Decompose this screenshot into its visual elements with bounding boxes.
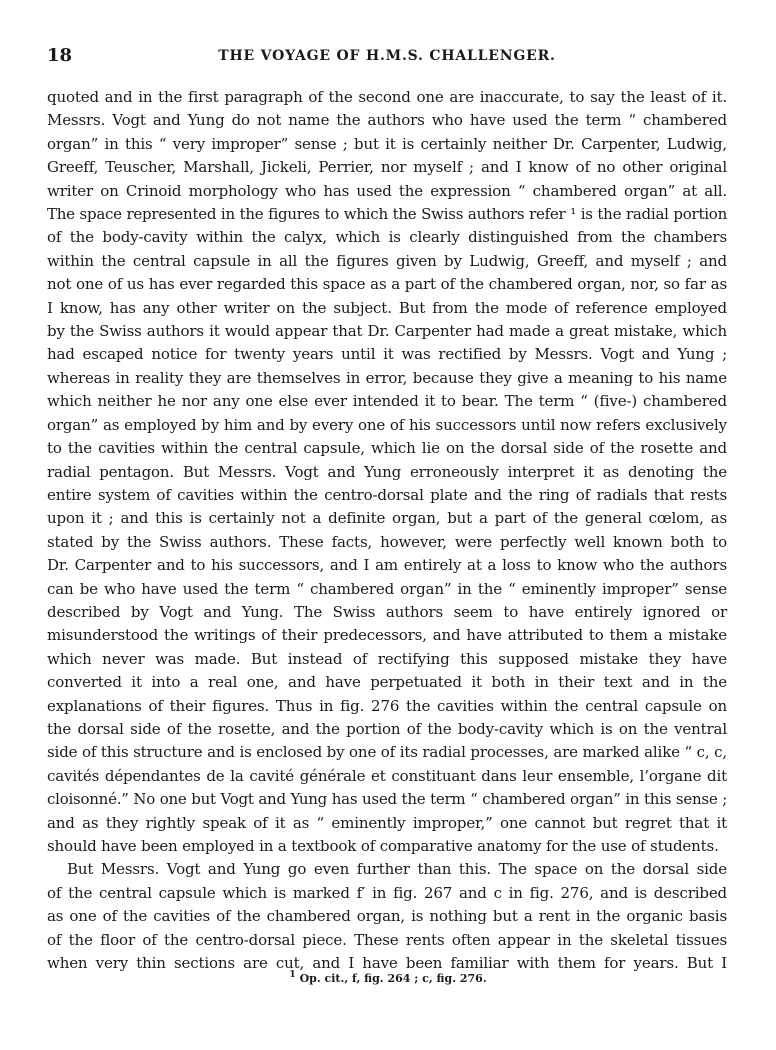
text-line: the dorsal side of the rosette, and the portion of the body-cavity which is on the ventral xyxy=(47,719,727,738)
text-line: of the floor of the centro-dorsal piece. These rents often appear in the skeletal tissues xyxy=(47,930,727,949)
text-line: which neither he nor any one else ever intended it to bear. The term “ (five-) chambered xyxy=(47,392,727,411)
text-line: not one of us has ever regarded this space as a part of the chambered organ, nor, so far as xyxy=(47,275,727,294)
text-line: But Messrs. Vogt and Yung go even further than this. The space on the dorsal side xyxy=(67,860,727,879)
text-line: radial pentagon. But Messrs. Vogt and Yung erroneously interpret it as denoting the xyxy=(47,462,727,481)
text-line: described by Vogt and Yung. The Swiss authors seem to have entirely ignored or xyxy=(47,602,727,621)
page-header xyxy=(47,45,727,69)
text-line: Greeff, Teuscher, Marshall, Jickeli, Perrier, nor myself ; and I know of no other original xyxy=(47,158,727,177)
text-line: Dr. Carpenter and to his successors, and I am entirely at a loss to know who the authors xyxy=(47,556,727,575)
text-line: as one of the cavities of the chambered organ, is nothing but a rent in the organic basis xyxy=(47,907,727,926)
text-line: by the Swiss authors it would appear that Dr. Carpenter had made a great mistake, which xyxy=(47,322,727,341)
text-line: should have been employed in a textbook of comparative anatomy for the use of students. xyxy=(47,837,719,855)
text-line: to the cavities within the central capsule, which lie on the dorsal side of the rosette and xyxy=(47,439,727,458)
text-line: upon it ; and this is certainly not a definite organ, but a part of the general cœlom, as xyxy=(47,509,727,528)
text-line: organ” as employed by him and by every one of his successors until now refers exclusively xyxy=(47,415,727,434)
text-line: of the central capsule which is marked f′ in fig. 267 and c in fig. 276, and is described xyxy=(47,883,727,902)
text-line: I know, has any other writer on the subject. But from the mode of reference employed xyxy=(47,298,727,317)
footnote-marker: 1 xyxy=(289,970,296,981)
footnote-text: Op. cit., f, fig. 264 ; c, fig. 276. xyxy=(299,972,487,985)
text-line: which never was made. But instead of rectifying this supposed mistake they have xyxy=(47,649,727,668)
text-line: explanations of their figures. Thus in fig. 276 the cavities within the central capsule on xyxy=(47,696,727,715)
footnote xyxy=(0,972,776,985)
text-line: stated by the Swiss authors. These facts, however, were perfectly well known both to xyxy=(47,532,727,551)
text-line: when very thin sections are cut, and I have been familiar with them for years. But I xyxy=(47,954,727,973)
text-line: converted it into a real one, and have perpetuated it both in their text and in the xyxy=(47,673,727,692)
text-line: quoted and in the first paragraph of the second one are inaccurate, to say the least of it. xyxy=(47,88,727,106)
text-line: The space represented in the figures to which the Swiss authors refer ¹ is the radial portion xyxy=(47,205,727,224)
running-title: THE VOYAGE OF H.M.S. CHALLENGER. xyxy=(218,48,556,64)
text-line: side of this structure and is enclosed by one of its radial processes, are marked alike “ c, c, xyxy=(47,743,727,762)
text-line: cavités dépendantes de la cavité générale et constituant dans leur ensemble, l’organe dit xyxy=(47,766,727,785)
text-line: within the central capsule in all the figures given by Ludwig, Greeff, and myself ; and xyxy=(47,251,727,270)
body-text xyxy=(47,86,727,975)
text-line: of the body-cavity within the calyx, which is clearly distinguished from the chambers xyxy=(47,228,727,247)
text-line: had escaped notice for twenty years until it was rectified by Messrs. Vogt and Yung ; xyxy=(47,345,727,364)
text-line: whereas in reality they are themselves in error, because they give a meaning to his name xyxy=(47,368,727,387)
text-line: organ” in this “ very improper” sense ; but it is certainly neither Dr. Carpenter, Ludwig, xyxy=(47,134,727,153)
page-number: 18 xyxy=(47,45,73,66)
text-line: writer on Crinoid morphology who has used the expression “ chambered organ” at all. xyxy=(47,181,727,200)
text-line: can be who have used the term “ chambered organ” in the “ eminently improper” sense xyxy=(47,579,727,598)
text-line: misunderstood the writings of their predecessors, and have attributed to them a mistake xyxy=(47,626,727,645)
text-line: and as they rightly speak of it as “ eminently improper,” one cannot but regret that it xyxy=(47,813,727,832)
text-line: Messrs. Vogt and Yung do not name the authors who have used the term “ chambered xyxy=(47,111,727,130)
text-line: cloisonné.” No one but Vogt and Yung has used the term “ chambered organ” in this sense ; xyxy=(47,790,727,809)
text-line: entire system of cavities within the centro-dorsal plate and the ring of radials that rests xyxy=(47,485,727,504)
